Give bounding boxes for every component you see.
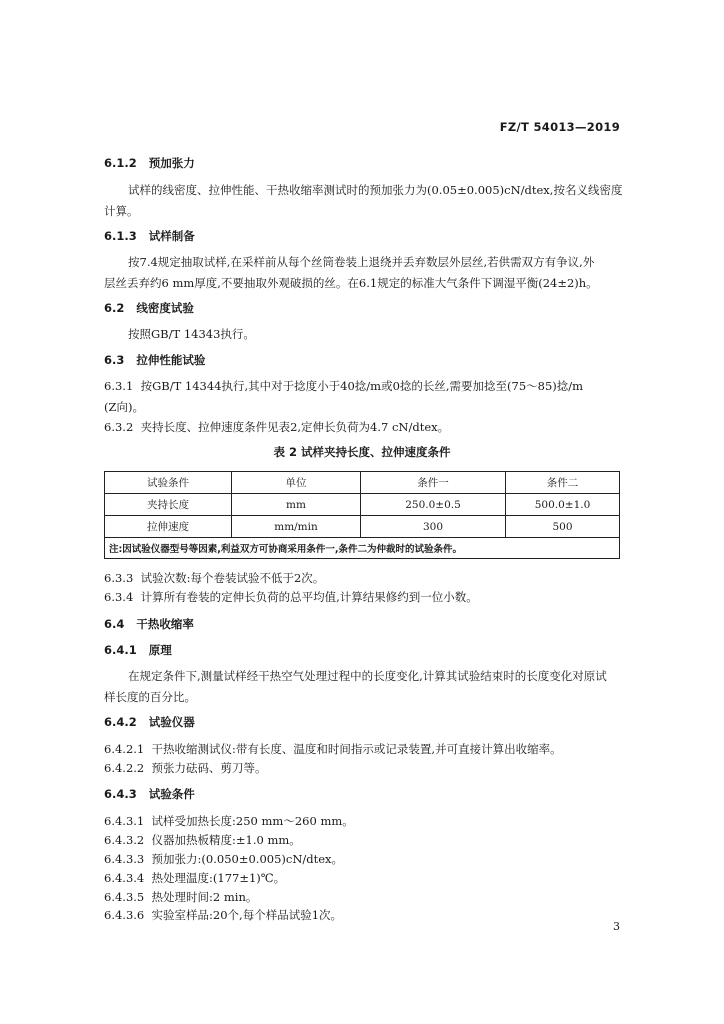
- paragraph: 试样的线密度、拉伸性能、干热收缩率测试时的预加张力为(0.05±0.005)cN/dtex,按名义线密度: [128, 183, 623, 197]
- table-header-cell: 单位: [232, 472, 361, 494]
- section-title: 干热收缩率: [136, 617, 194, 631]
- section-number: 6.4.1: [104, 643, 137, 657]
- clause-text: 计算所有卷装的定伸长负荷的总平均值,计算结果修约到一位小数。: [140, 590, 478, 604]
- paragraph: 样长度的百分比。: [104, 690, 196, 704]
- table-header-cell: 条件一: [361, 472, 506, 494]
- section-number: 6.2: [104, 301, 125, 315]
- clause-number: 6.3.1: [104, 379, 134, 393]
- section-title: 拉伸性能试验: [136, 353, 206, 367]
- table-header-cell: 条件二: [506, 472, 620, 494]
- section-number: 6.4.3: [104, 787, 137, 801]
- section-title: 试验仪器: [148, 715, 195, 729]
- clause-6-3-4: [104, 587, 634, 608]
- clause-text: 试验次数:每个卷装试验不低于2次。: [140, 571, 325, 585]
- paragraph: (Z向)。: [104, 400, 144, 414]
- table-cell: 夹持长度: [105, 494, 232, 516]
- section-6-1-3-heading: [104, 228, 195, 244]
- clause-text: 夹持长度、拉伸速度条件见表2,定伸长负荷为4.7 cN/dtex。: [140, 420, 450, 434]
- table-note-row: [105, 538, 620, 559]
- clause-6-3-3: [104, 568, 634, 589]
- table-cell: 500.0±1.0: [506, 494, 620, 516]
- clause-number: 6.4.2.2: [104, 761, 145, 775]
- clause-number: 6.4.3.6: [104, 908, 145, 922]
- clause-number: 6.3.2: [104, 420, 134, 434]
- page-number: 3: [613, 920, 620, 933]
- clause-number: 6.3.3: [104, 571, 134, 585]
- table-note: 注:因试验仪器型号等因素,利益双方可协商采用条件一,条件二为仲裁时的试验条件。: [105, 538, 620, 559]
- section-number: 6.3: [104, 353, 125, 367]
- clause-number: 6.4.3.5: [104, 890, 145, 904]
- clause-6-4-3-3: [104, 849, 634, 870]
- section-6-4-heading: [104, 616, 194, 632]
- clause-6-4-2-2: [104, 758, 634, 779]
- table-cell: mm/min: [232, 516, 361, 538]
- clause-number: 6.4.3.4: [104, 871, 145, 885]
- table-header-cell: 试验条件: [105, 472, 232, 494]
- section-number: 6.1.3: [104, 229, 137, 243]
- section-6-4-2-heading: [104, 714, 195, 730]
- clause-6-4-2-1: [104, 739, 634, 760]
- clause-number: 6.3.4: [104, 590, 134, 604]
- section-title: 原理: [148, 643, 172, 657]
- section-6-4-3-heading: [104, 786, 195, 802]
- section-6-2-heading: [104, 300, 194, 316]
- clause-text: 干热收缩测试仪:带有长度、温度和时间指示或记录装置,并可直接计算出收缩率。: [151, 742, 562, 756]
- paragraph: 按照GB/T 14343执行。: [128, 327, 255, 341]
- clause-text: 按GB/T 14344执行,其中对于捻度小于40捻/m或0捻的长丝,需要加捻至(75～85)捻/m: [140, 379, 584, 393]
- section-title: 预加张力: [148, 156, 195, 170]
- clause-6-3-1: [104, 376, 634, 397]
- section-6-3-heading: [104, 352, 205, 368]
- paragraph: 计算。: [104, 204, 139, 218]
- section-number: 6.1.2: [104, 156, 137, 170]
- clause-6-4-3-2: [104, 830, 634, 851]
- clause-number: 6.4.3.3: [104, 852, 145, 866]
- clause-number: 6.4.2.1: [104, 742, 145, 756]
- clause-6-4-3-1: [104, 811, 634, 832]
- clause-text: 实验室样品:20个,每个样品试验1次。: [151, 908, 343, 922]
- clause-6-3-2: [104, 417, 634, 438]
- section-title: 线密度试验: [136, 301, 194, 315]
- table-cell: 500: [506, 516, 620, 538]
- table-row: [105, 494, 620, 516]
- table-cell: mm: [232, 494, 361, 516]
- table-2: [104, 471, 620, 559]
- clause-6-4-3-6: [104, 905, 634, 926]
- table-caption: 表 2 试样夹持长度、拉伸速度条件: [273, 445, 451, 459]
- clause-text: 仪器加热板精度:±1.0 mm。: [151, 833, 301, 847]
- clause-text: 热处理温度:(177±1)℃。: [151, 871, 286, 885]
- table-header-row: [105, 472, 620, 494]
- section-6-4-1-heading: [104, 642, 172, 658]
- section-title: 试验条件: [148, 787, 195, 801]
- clause-number: 6.4.3.2: [104, 833, 145, 847]
- section-title: 试样制备: [148, 229, 195, 243]
- paragraph: 在规定条件下,测量试样经干热空气处理过程中的长度变化,计算其试验结束时的长度变化对原试: [128, 669, 607, 683]
- paragraph: 按7.4规定抽取试样,在采样前从每个丝筒卷装上退绕并丢弃数层外层丝,若供需双方有争议,外: [128, 255, 595, 269]
- section-number: 6.4.2: [104, 715, 137, 729]
- section-6-1-2-heading: [104, 155, 195, 171]
- paragraph: 层丝丢弃约6 mm厚度,不要抽取外观破损的丝。在6.1规定的标准大气条件下调湿平衡(24±2)h。: [104, 276, 598, 290]
- table-cell: 拉伸速度: [105, 516, 232, 538]
- table-cell: 300: [361, 516, 506, 538]
- clause-number: 6.4.3.1: [104, 814, 145, 828]
- clause-text: 试样受加热长度:250 mm～260 mm。: [151, 814, 354, 828]
- clause-text: 预张力砝码、剪刀等。: [151, 761, 267, 775]
- section-number: 6.4: [104, 617, 125, 631]
- clause-text: 预加张力:(0.050±0.005)cN/dtex。: [151, 852, 344, 866]
- clause-6-4-3-4: [104, 868, 634, 889]
- clause-text: 热处理时间:2 min。: [151, 890, 258, 904]
- standard-code: FZ/T 54013—2019: [499, 120, 620, 134]
- table-row: [105, 516, 620, 538]
- table-cell: 250.0±0.5: [361, 494, 506, 516]
